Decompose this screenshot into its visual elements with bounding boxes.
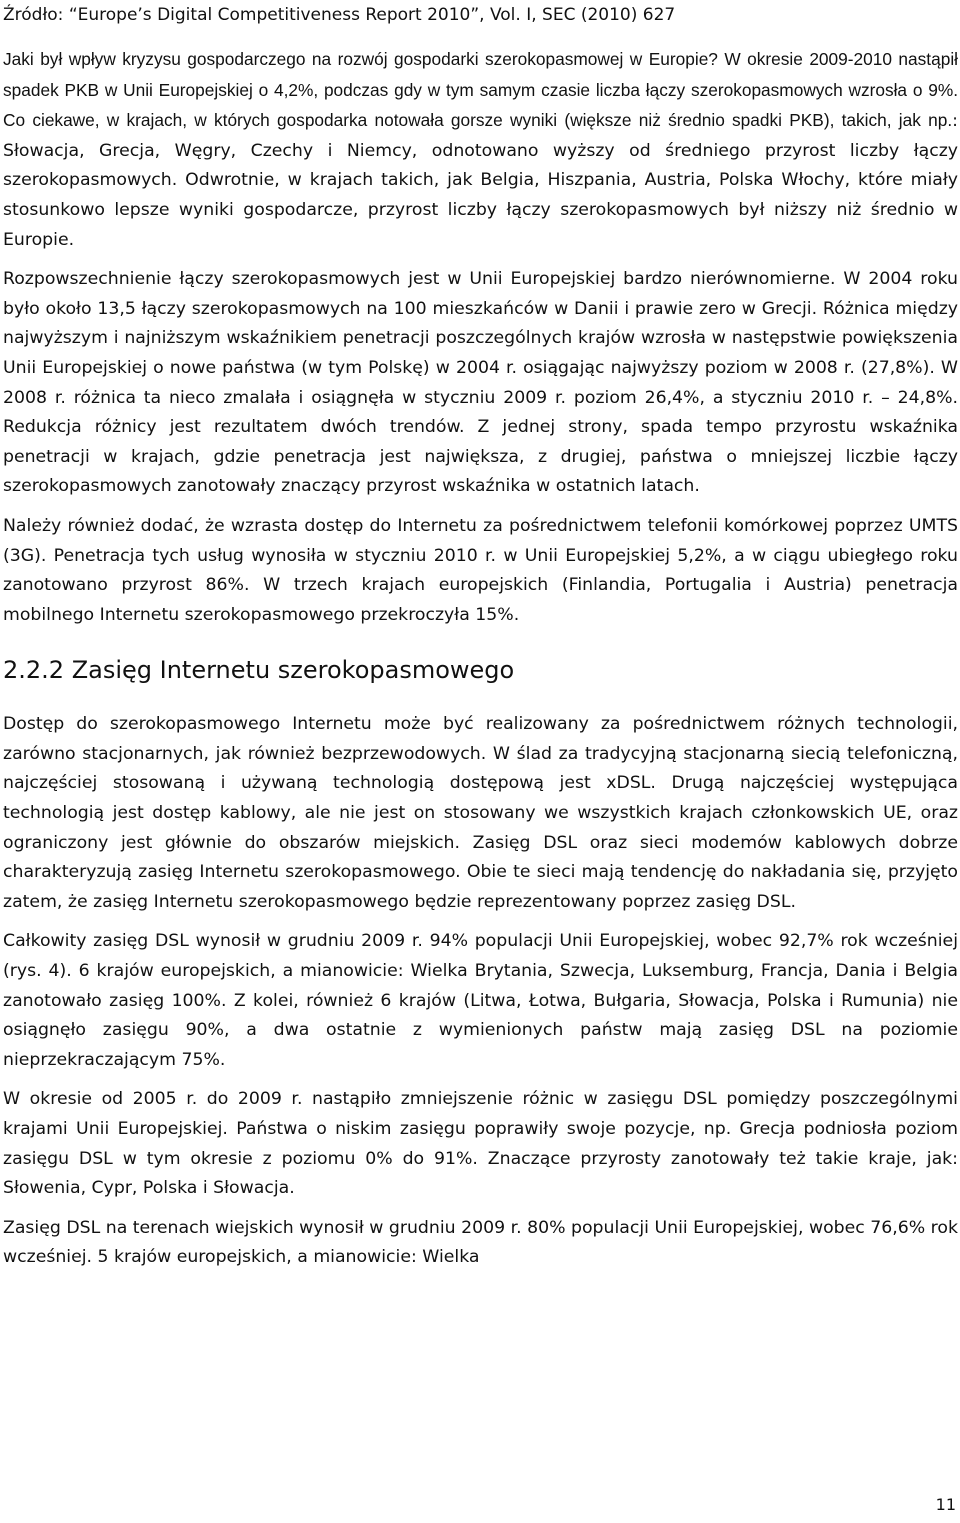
paragraph-crisis-impact-part2: : Słowacja, Grecja, Węgry, Czechy i Niemcy, odnotowano wyższy od średniego przyrost liczby łączy szerokopasmowych. Odwrotnie, w krajach takich, jak Belgia, Hiszpania, Austria, Polska Włochy, które miały stosunkowo lepsze wyniki gospodarcze, przyrost liczby łączy szerokopasmowych był niższy niż średnio w Europie.	[3, 111, 958, 250]
paragraph-dsl-coverage-total: Całkowity zasięg DSL wynosił w grudniu 2009 r. 94% populacji Unii Europejskiej, wobec 92,7% rok wcześniej (rys. 4). 6 krajów europejskich, a mianowicie: Wielka Brytania, Szwecja, Luksemburg, Francja, Dania i Belgia zanotowało zasięg 100%. Z kolei, również 6 krajów (Litwa, Łotwa, Bułgaria, Słowacja, Polska i Rumunia) nie osiągnęło zasięgu 90%, a dwa ostatnie z wymienionych państw mają zasięg DSL na poziomie nieprzekraczającym 75%.	[3, 931, 958, 1070]
paragraph-crisis-impact-part1: Jaki był wpływ kryzysu gospodarczego na rozwój gospodarki szerokopasmowej w Europie? W okresie 2009-2010 nastąpił spadek PKB w Unii Europejskiej o 4,2%, podczas gdy w tym samym czasie liczba łączy szerokopasmowych wzrosła o 9%. Co ciekawe, w krajach, w których gospodarka notowała gorsze wyniki (większe niż średnio spadki PKB), takich, jak np.	[3, 49, 958, 131]
paragraph-mobile-internet: Należy również dodać, że wzrasta dostęp do Internetu za pośrednictwem telefonii komórkowej poprzez UMTS (3G). Penetracja tych usług wynosiła w styczniu 2010 r. w Unii Europejskiej 5,2%, a w ciągu ubiegłego roku zanotowano przyrost 86%. W trzech krajach europejskich (Finlandia, Portugalia i Austria) penetracja mobilnego Internetu szerokopasmowego przekroczyła 15%.	[3, 515, 958, 625]
paragraph-crisis-impact	[3, 45, 958, 255]
paragraph-access-technologies: Dostęp do szerokopasmowego Internetu może być realizowany za pośrednictwem różnych technologii, zarówno stacjonarnych, jak również bezprzewodowych. W ślad za tradycyjną stacjonarną siecią telefoniczną, najczęściej stosowaną i używaną technologią dostępową jest xDSL. Drugą najczęściej występująca technologią jest dostęp kablowy, ale nie jest on stosowany we wszystkich krajach członkowskich UE, oraz ograniczony jest głównie do obszarów miejskich. Zasięg DSL oraz sieci modemów kablowych dobrze charakteryzują zasięg Internetu szerokopasmowego. Obie te sieci mają tendencję do nakładania się, przyjęto zatem, że zasięg Internetu szerokopasmowego będzie reprezentowany poprzez zasięg DSL.	[3, 714, 958, 912]
section-heading: 2.2.2 Zasięg Internetu szerokopasmowego	[3, 656, 515, 685]
page-number: 11	[935, 1495, 956, 1514]
paragraph-broadband-distribution: Rozpowszechnienie łączy szerokopasmowych jest w Unii Europejskiej bardzo nierównomierne. W 2004 roku było około 13,5 łączy szerokopasmowych na 100 mieszkańców w Danii i prawie zero w Grecji. Różnica między najwyższym i najniższym wskaźnikiem penetracji poszczególnych krajów wzrosła w następstwie powiększenia Unii Europejskiej o nowe państwa (w tym Polskę) w 2004 r. osiągając najwyższy poziom w 2008 r. (27,8%). W 2008 r. różnica ta nieco zmalała i osiągnęła w styczniu 2009 r. poziom 26,4%, a styczniu 2010 r. – 24,8%. Redukcja różnicy jest rezultatem dwóch trendów. Z jednej strony, spada tempo przyrostu wskaźnika penetracji w krajach, gdzie penetracja jest największa, z drugiej, państwa o mniejszej liczbie łączy szerokopasmowych zanotowały znaczący przyrost wskaźnika w ostatnich latach.	[3, 269, 958, 497]
source-citation: Źródło: “Europe’s Digital Competitiveness Report 2010”, Vol. I, SEC (2010) 627	[3, 5, 676, 25]
paragraph-dsl-coverage-differences: W okresie od 2005 r. do 2009 r. nastąpiło zmniejszenie różnic w zasięgu DSL pomiędzy poszczególnymi krajami Unii Europejskiej. Państwa o niskim zasięgu poprawiły swoje pozycje, np. Grecja podniosła poziom zasięgu DSL w tym okresie z poziomu 0% do 91%. Znaczące przyrosty zanotowały też takie kraje, jak: Słowenia, Cypr, Polska i Słowacja.	[3, 1089, 958, 1199]
paragraph-dsl-rural-coverage: Zasięg DSL na terenach wiejskich wynosił w grudniu 2009 r. 80% populacji Unii Europejskiej, wobec 76,6% rok wcześniej. 5 krajów europejskich, a mianowicie: Wielka	[3, 1217, 958, 1268]
document-page	[3, 0, 958, 1283]
